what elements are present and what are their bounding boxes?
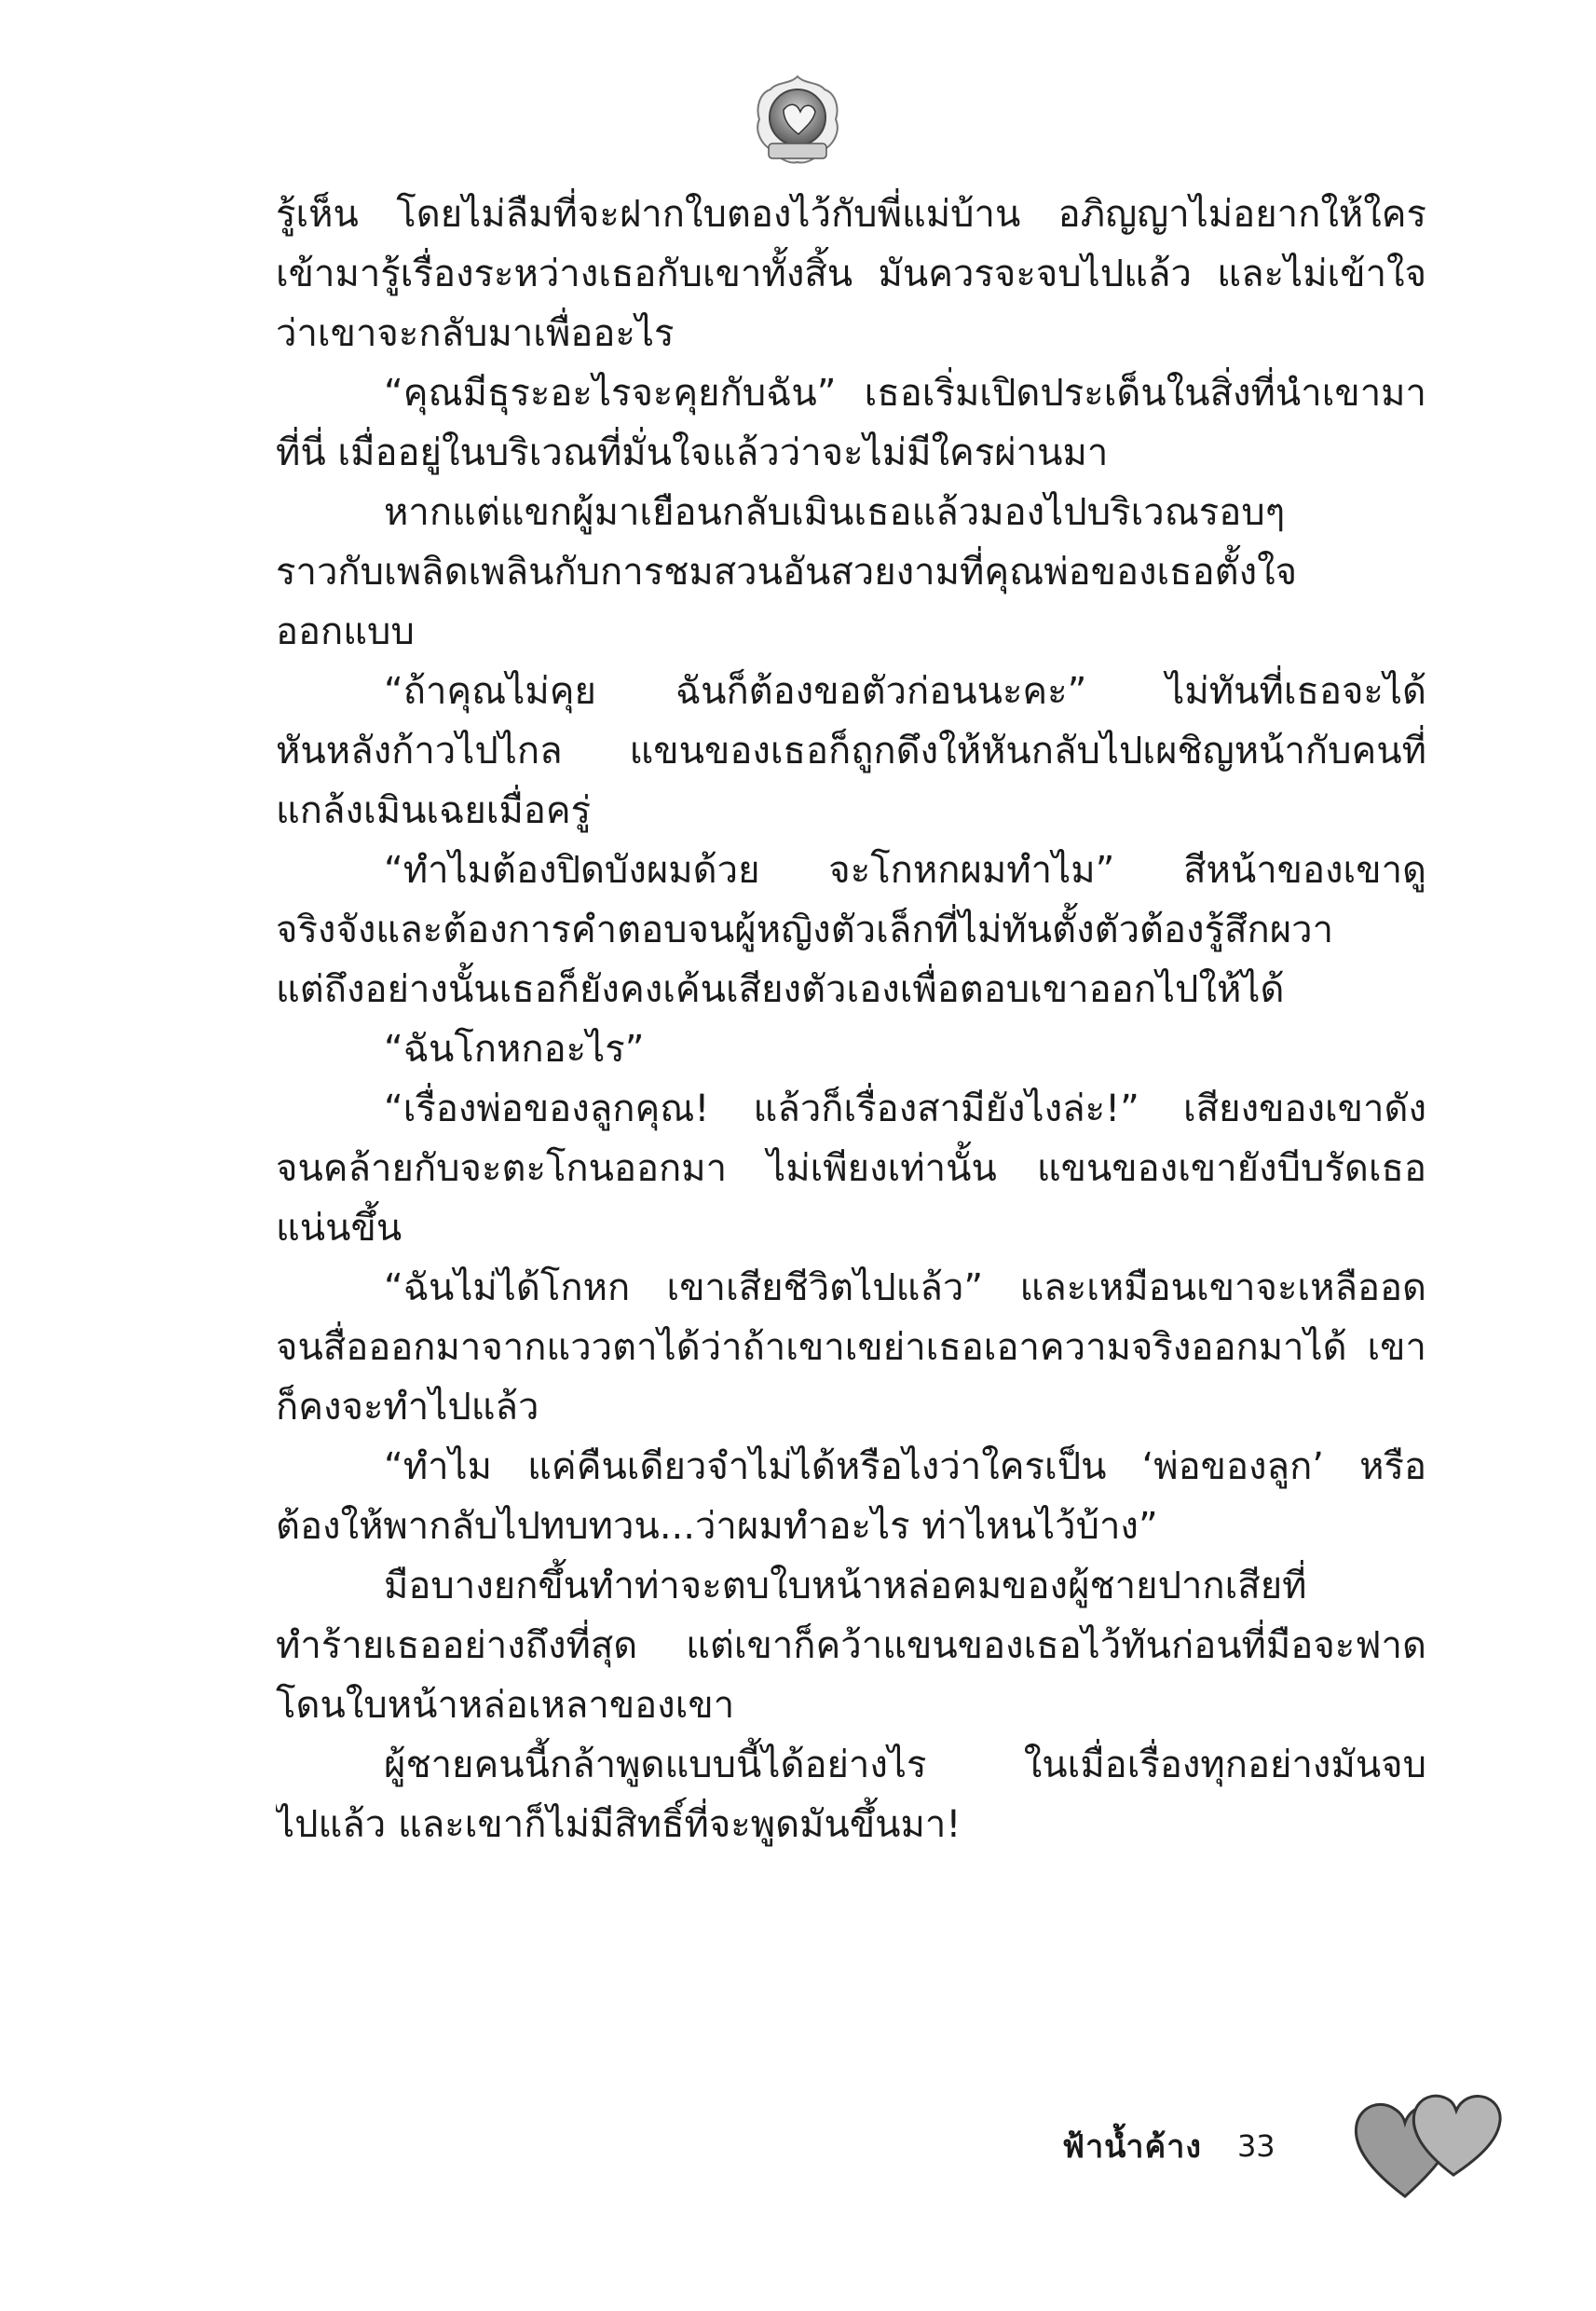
text-line: โดนใบหน้าหล่อเหลาของเขา [276, 1684, 735, 1727]
text-line: หันหลังก้าวไปไกล แขนของเธอก็ถูกดึงให้หันกลับไปเผชิญหน้ากับคนที่ [276, 730, 1426, 773]
text-line: ราวกับเพลิดเพลินกับการชมสวนอันสวยงามที่คุณพ่อของเธอตั้งใจ [276, 551, 1298, 594]
text-line: จนคล้ายกับจะตะโกนออกมา ไม่เพียงเท่านั้น แขนของเขายังบีบรัดเธอ [276, 1147, 1426, 1190]
text-line: “เรื่องพ่อของลูกคุณ! แล้วก็เรื่องสามียังไงล่ะ!” เสียงของเขาดัง [384, 1087, 1426, 1130]
page-footer [1062, 2113, 1275, 2179]
text-line: จริงจังและต้องการคำตอบจนผู้หญิงตัวเล็กที่ไม่ทันตั้งตัวต้องรู้สึกผวา [276, 909, 1334, 951]
text-line: “ทำไม แค่คืนเดียวจำไม่ได้หรือไงว่าใครเป็น ‘พ่อของลูก’ หรือ [384, 1445, 1426, 1488]
text-line: “คุณมีธุระอะไรจะคุยกับฉัน” เธอเริ่มเปิดประเด็นในสิ่งที่นำเขามา [384, 372, 1426, 415]
page-number: 33 [1236, 2128, 1275, 2164]
text-line: “ถ้าคุณไม่คุย ฉันก็ต้องขอตัวก่อนนะคะ” ไม่ทันที่เธอจะได้ [384, 670, 1426, 713]
text-line: เข้ามารู้เรื่องระหว่างเธอกับเขาทั้งสิ้น มันควรจะจบไปแล้ว และไม่เข้าใจ [276, 253, 1426, 295]
text-line: ที่นี่ เมื่ออยู่ในบริเวณที่มั่นใจแล้วว่าจะไม่มีใครผ่านมา [276, 431, 1109, 474]
crest-emblem-icon [746, 71, 849, 173]
text-line: แกล้งเมินเฉยเมื่อครู่ [276, 789, 592, 832]
text-line: แน่นขึ้น [276, 1207, 402, 1250]
text-line: หากแต่แขกผู้มาเยือนกลับเมินเธอแล้วมองไปบริเวณรอบๆ [384, 491, 1286, 534]
text-line: ไปแล้ว และเขาก็ไม่มีสิทธิ์ที่จะพูดมันขึ้นมา! [276, 1803, 962, 1846]
text-line: ว่าเขาจะกลับมาเพื่ออะไร [276, 312, 675, 355]
text-line: มือบางยกขึ้นทำท่าจะตบใบหน้าหล่อคมของผู้ชายปากเสียที่ [384, 1565, 1307, 1607]
text-line: ทำร้ายเธออย่างถึงที่สุด แต่เขาก็คว้าแขนของเธอไว้ทันก่อนที่มือจะฟาด [276, 1624, 1426, 1667]
text-line: รู้เห็น โดยไม่ลืมที่จะฝากใบตองไว้กับพี่แม่บ้าน อภิญญาไม่อยากให้ใคร [276, 193, 1426, 236]
text-line: แต่ถึงอย่างนั้นเธอก็ยังคงเค้นเสียงตัวเองเพื่อตอบเขาออกไปให้ได้ [276, 968, 1285, 1011]
text-line: ผู้ชายคนนี้กล้าพูดแบบนี้ได้อย่างไร ในเมื่อเรื่องทุกอย่างมันจบ [384, 1744, 1426, 1786]
text-line: จนสื่อออกมาจากแววตาได้ว่าถ้าเขาเขย่าเธอเอาความจริงออกมาได้ เขา [276, 1326, 1426, 1369]
text-line: “ฉันไม่ได้โกหก เขาเสียชีวิตไปแล้ว” และเหมือนเขาจะเหลืออด [384, 1266, 1426, 1309]
text-line: “ทำไมต้องปิดบังผมด้วย จะโกหกผมทำไม” สีหน้าของเขาดู [384, 849, 1426, 892]
book-title: ฟ้าน้ำค้าง [1062, 2128, 1202, 2166]
text-line: ออกแบบ [276, 610, 415, 653]
double-heart-icon [1349, 2071, 1507, 2210]
body-text [276, 185, 1426, 1854]
text-line: ก็คงจะทำไปแล้ว [276, 1386, 539, 1429]
text-line: “ฉันโกหกอะไร” [384, 1028, 645, 1071]
text-line: ต้องให้พากลับไปทบทวน...ว่าผมทำอะไร ท่าไหนไว้บ้าง” [276, 1505, 1158, 1548]
